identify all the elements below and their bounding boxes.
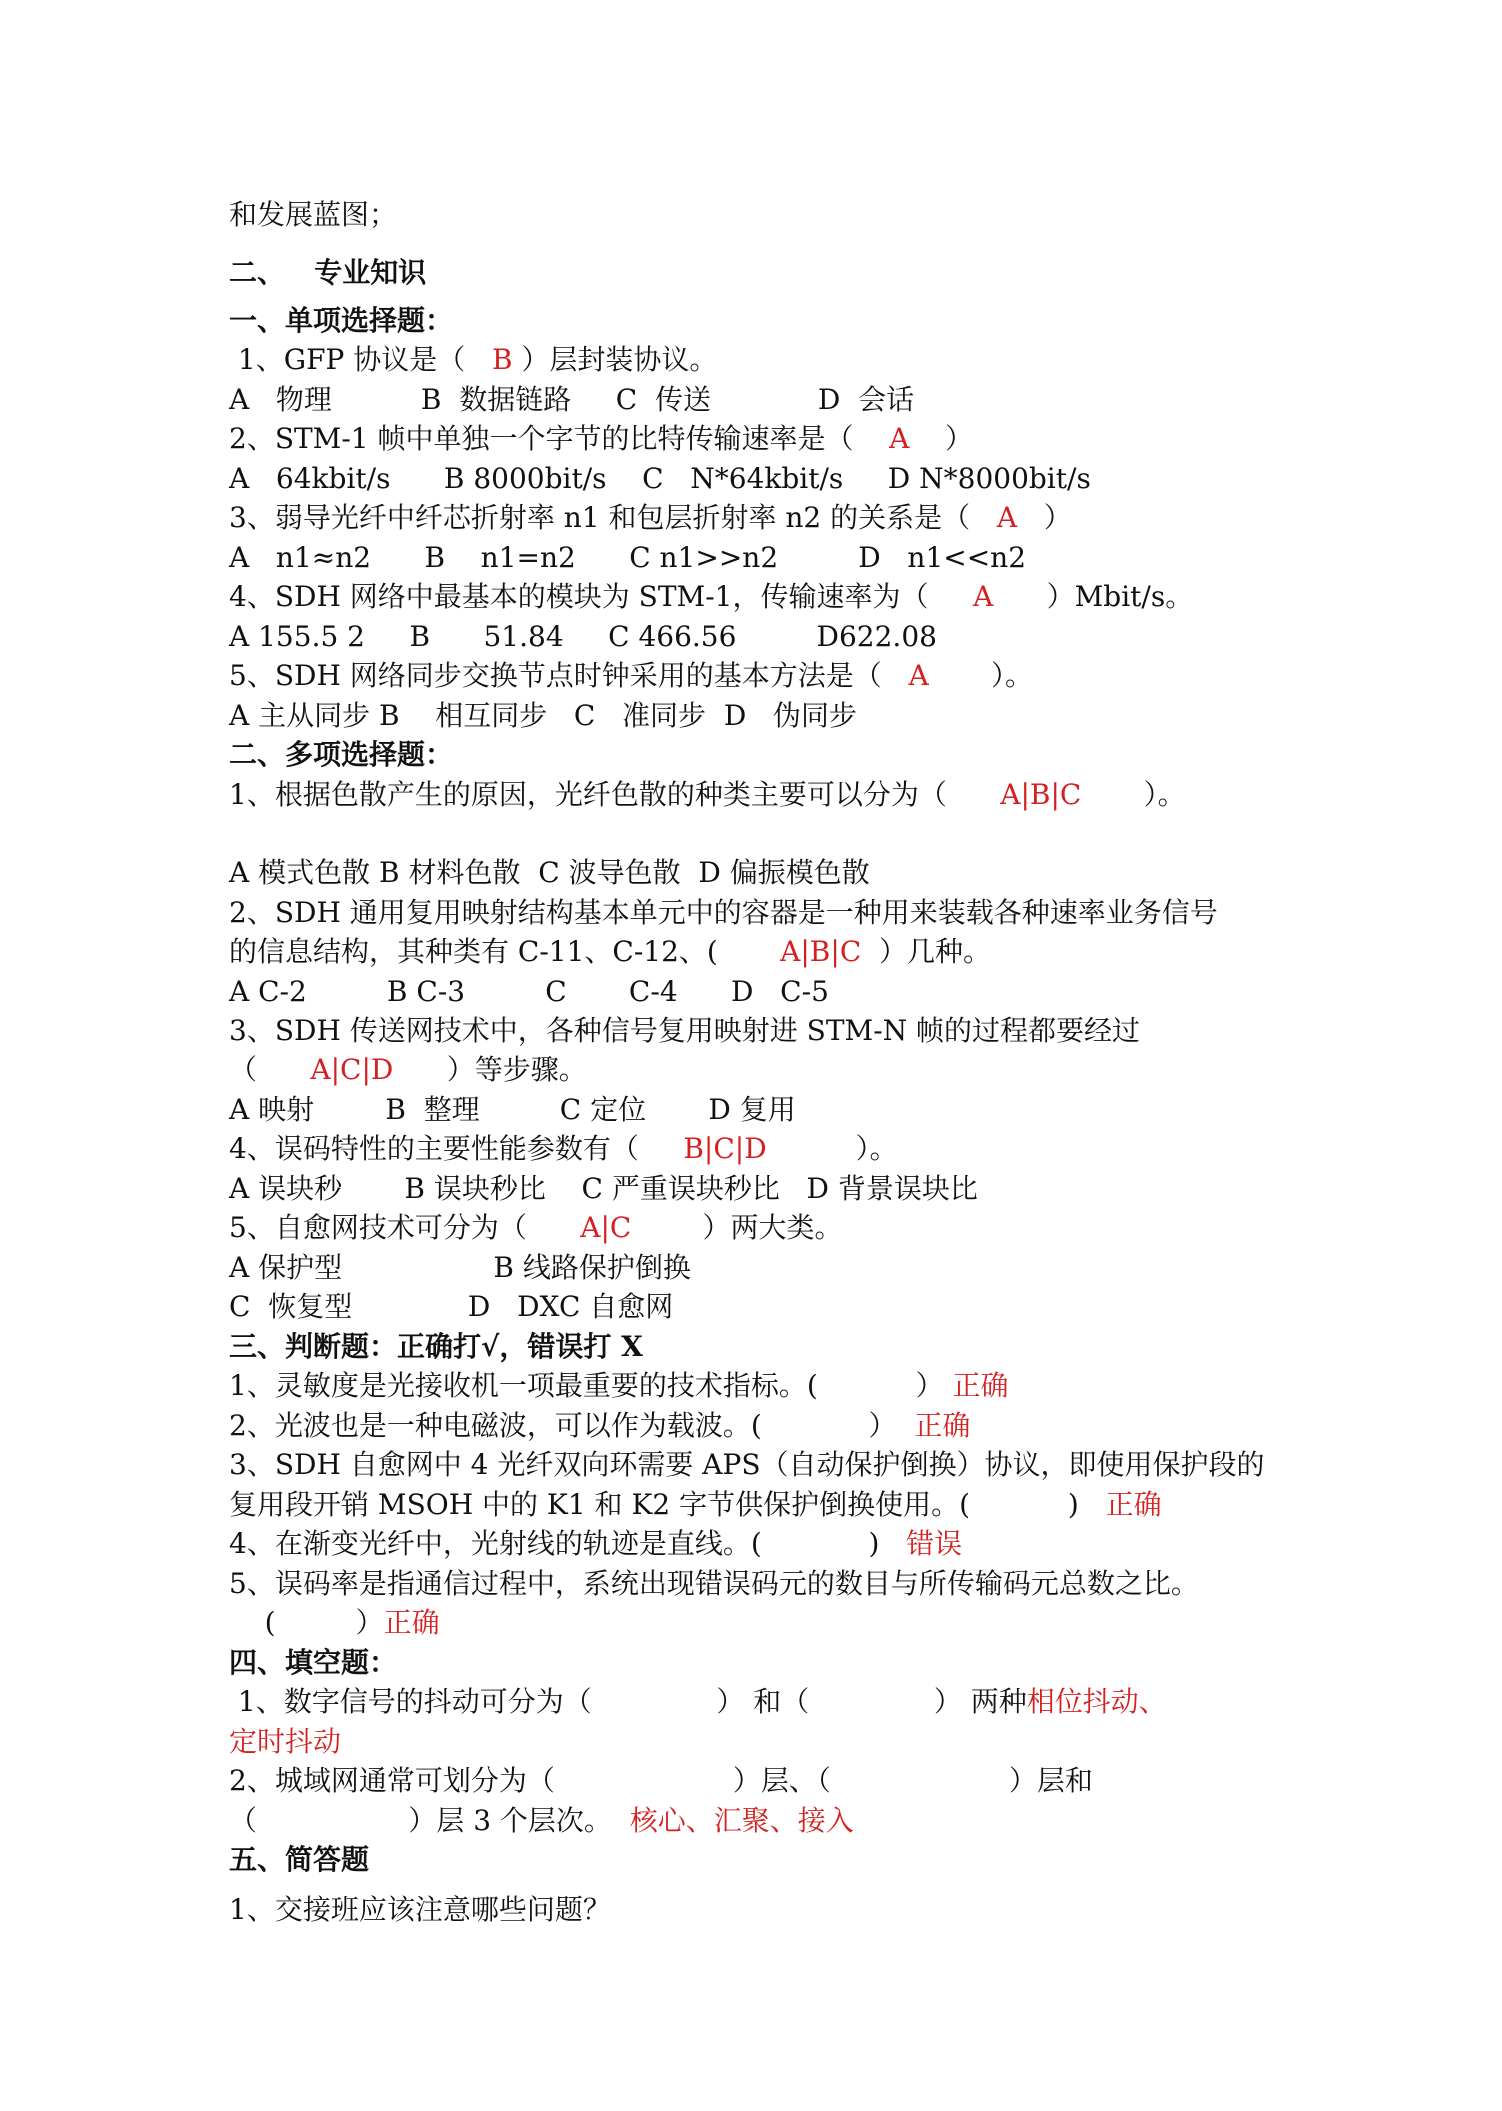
answer: 相位抖动、 — [1026, 1685, 1167, 1718]
judge-q5-line1: 5、误码率是指通信过程中，系统出现错误码元的数目与所传输码元总数之比。 — [229, 1567, 1199, 1600]
single-q1: 1、GFP 协议是（ B ）层封装协议。 — [229, 343, 718, 376]
single-choice-heading: 一、单项选择题： — [229, 304, 454, 337]
multi-choice-heading: 二、多项选择题： — [229, 738, 454, 771]
single-q5: 5、SDH 网络同步交换节点时钟采用的基本方法是（ A ）。 — [229, 659, 1034, 692]
single-q3-options: A n1≈n2 B n1=n2 C n1>>n2 D n1<<n2 — [229, 541, 1027, 574]
multi-q5: 5、自愈网技术可分为（ A|C ）两大类。 — [229, 1211, 843, 1244]
answer: 正确 — [1105, 1488, 1162, 1521]
answer: 错误 — [906, 1527, 963, 1560]
judge-q4: 4、在渐变光纤中，光射线的轨迹是直线。( ) 错误 — [229, 1527, 963, 1560]
multi-q5-options-2: C 恢复型 D DXC 自愈网 — [229, 1290, 674, 1323]
answer: A — [889, 422, 910, 455]
answer: A|C|D — [310, 1053, 394, 1086]
short-heading: 五、简答题 — [229, 1843, 370, 1876]
single-q4-options: A 155.5 2 B 51.84 C 466.56 D622.08 — [229, 620, 937, 653]
multi-q2: 的信息结构，其种类有 C-11、C-12、( A|B|C ）几种。 — [229, 935, 992, 968]
multi-q1-options: A 模式色散 B 材料色散 C 波导色散 D 偏振模色散 — [229, 856, 870, 889]
answer: A|B|C — [780, 935, 862, 968]
judge-heading: 三、判断题：正确打√，错误打 X — [229, 1330, 643, 1363]
fill-q2-line1: 2、城域网通常可划分为（ ）层、（ ）层和 — [229, 1764, 1093, 1797]
single-q2: 2、STM-1 帧中单独一个字节的比特传输速率是（ A ） — [229, 422, 973, 455]
judge-q3: 复用段开销 MSOH 中的 K1 和 K2 字节供保护倒换使用。( ) 正确 — [229, 1488, 1162, 1521]
answer: A|B|C — [1000, 778, 1082, 811]
multi-q3-options: A 映射 B 整理 C 定位 D 复用 — [229, 1093, 796, 1126]
fill-q2: （ ）层 3 个层次。 核心、汇聚、接入 — [229, 1804, 854, 1837]
short-q1: 1、交接班应该注意哪些问题？ — [229, 1893, 611, 1926]
single-q2-options: A 64kbit/s B 8000bit/s C N*64kbit/s D N*8000bit/s — [229, 462, 1091, 495]
multi-q1: 1、根据色散产生的原因，光纤色散的种类主要可以分为（ A|B|C ）。 — [229, 778, 1186, 811]
single-q4: 4、SDH 网络中最基本的模块为 STM-1，传输速率为（ A ）Mbit/s。 — [229, 580, 1194, 613]
answer: B|C|D — [683, 1132, 767, 1165]
answer: A — [908, 659, 929, 692]
multi-q2-line1: 2、SDH 通用复用映射结构基本单元中的容器是一种用来装载各种速率业务信号 — [229, 896, 1218, 929]
section-title: 二、 专业知识 — [229, 256, 427, 289]
answer: 正确 — [383, 1606, 440, 1639]
fill-q1: 1、数字信号的抖动可分为（ ） 和（ ） 两种相位抖动、 — [229, 1685, 1167, 1718]
judge-q5: ( ）正确 — [229, 1606, 440, 1639]
answer: 核心、汇聚、接入 — [629, 1804, 854, 1837]
single-q5-options: A 主从同步 B 相互同步 C 准同步 D 伪同步 — [229, 699, 857, 732]
judge-q3-line1: 3、SDH 自愈网中 4 光纤双向环需要 APS（自动保护倒换）协议，即使用保护段的 — [229, 1448, 1265, 1481]
multi-q2-options: A C-2 B C-3 C C-4 D C-5 — [229, 975, 829, 1008]
fill-heading: 四、填空题： — [229, 1646, 398, 1679]
multi-q3-line1: 3、SDH 传送网技术中，各种信号复用映射进 STM-N 帧的过程都要经过 — [229, 1014, 1141, 1047]
multi-q4-options: A 误块秒 B 误块秒比 C 严重误块秒比 D 背景误块比 — [229, 1172, 978, 1205]
multi-q3: （ A|C|D ）等步骤。 — [229, 1053, 587, 1086]
answer: A|C — [580, 1211, 632, 1244]
intro-text: 和发展蓝图； — [229, 198, 398, 231]
answer: 正确 — [952, 1369, 1009, 1402]
multi-q5-options-1: A 保护型 B 线路保护倒换 — [229, 1251, 691, 1284]
judge-q2: 2、光波也是一种电磁波，可以作为载波。( ） 正确 — [229, 1409, 971, 1442]
judge-q1: 1、灵敏度是光接收机一项最重要的技术指标。( ） 正确 — [229, 1369, 1009, 1402]
answer: A — [972, 580, 994, 613]
single-q1-options: A 物理 B 数据链路 C 传送 D 会话 — [229, 383, 915, 416]
answer: A — [996, 501, 1018, 534]
multi-q4: 4、误码特性的主要性能参数有（ B|C|D ）。 — [229, 1132, 898, 1165]
fill-q1-answer-cont: 定时抖动 — [229, 1725, 342, 1758]
answer: 正确 — [914, 1409, 971, 1442]
answer: B — [491, 343, 513, 376]
single-q3: 3、弱导光纤中纤芯折射率 n1 和包层折射率 n2 的关系是（ A ） — [229, 501, 1072, 534]
